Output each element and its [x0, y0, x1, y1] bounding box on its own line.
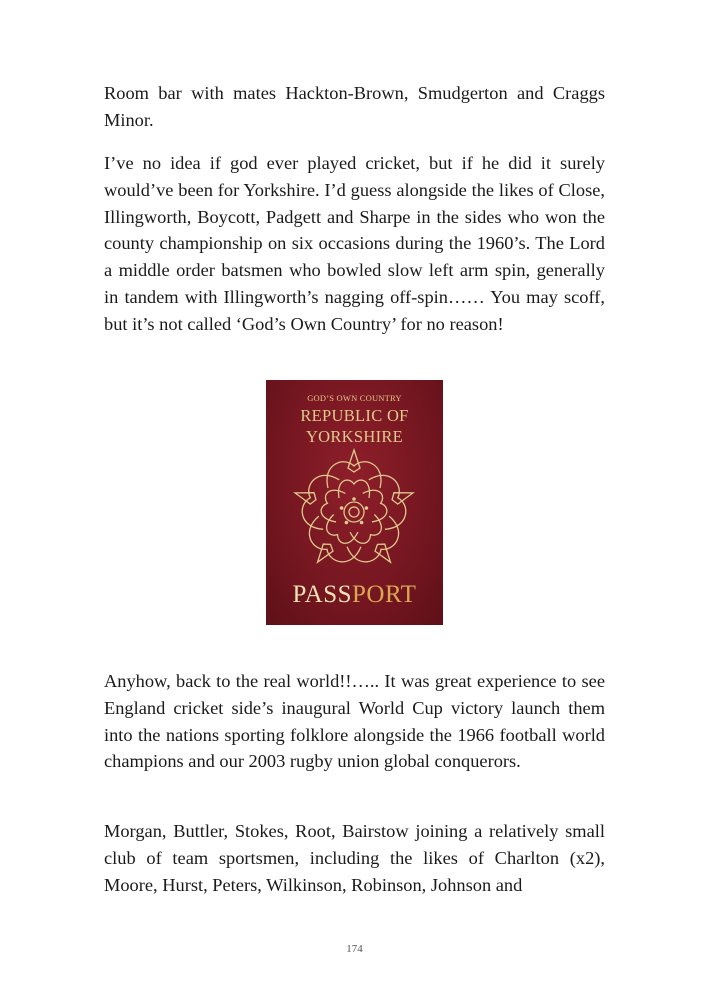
passport-top-line: GOD’S OWN COUNTRY — [307, 393, 402, 403]
yorkshire-passport-image — [266, 380, 443, 625]
passport-word — [266, 581, 443, 609]
yorkshire-rose-icon — [284, 448, 425, 576]
passport-title-line2: YORKSHIRE — [305, 427, 404, 446]
passport-word-part1: PASS — [292, 581, 353, 608]
passport-title-line1: REPUBLIC OF — [300, 406, 409, 425]
paragraph-4: Morgan, Buttler, Stokes, Root, Bairstow joining a relatively small club of team sportsmen, including the likes of Charlton (x2), Moore, Hurst, Peters, Wilkinson, Robinson, Johnson and — [104, 821, 605, 895]
paragraph-3: Anyhow, back to the real world!!….. It was great experience to see England cricket side’s inaugural World Cup victory launch them into the nations sporting folklore alongside the 1966 football world champions and our 2003 rugby union global conquerors. — [104, 671, 605, 772]
passport-word-part2: PORT — [352, 581, 417, 608]
paragraph-2: I’ve no idea if god ever played cricket, but if he did it surely would’ve been for Yorkshire. I’d guess alongside the likes of Close, Illingworth, Boycott, Padgett and Sharpe in the sides who won the county championship on six occasions during the 1960’s. The Lord a middle order batsmen who bowled slow left arm spin, generally in tandem with Illingworth’s nagging off-spin…… You may scoff, but it’s not called ‘God’s Own Country’ for no reason! — [104, 153, 605, 334]
page-number: 174 — [346, 943, 363, 955]
paragraph-1: Room bar with mates Hackton-Brown, Smudgerton and Craggs Minor. — [104, 83, 605, 130]
